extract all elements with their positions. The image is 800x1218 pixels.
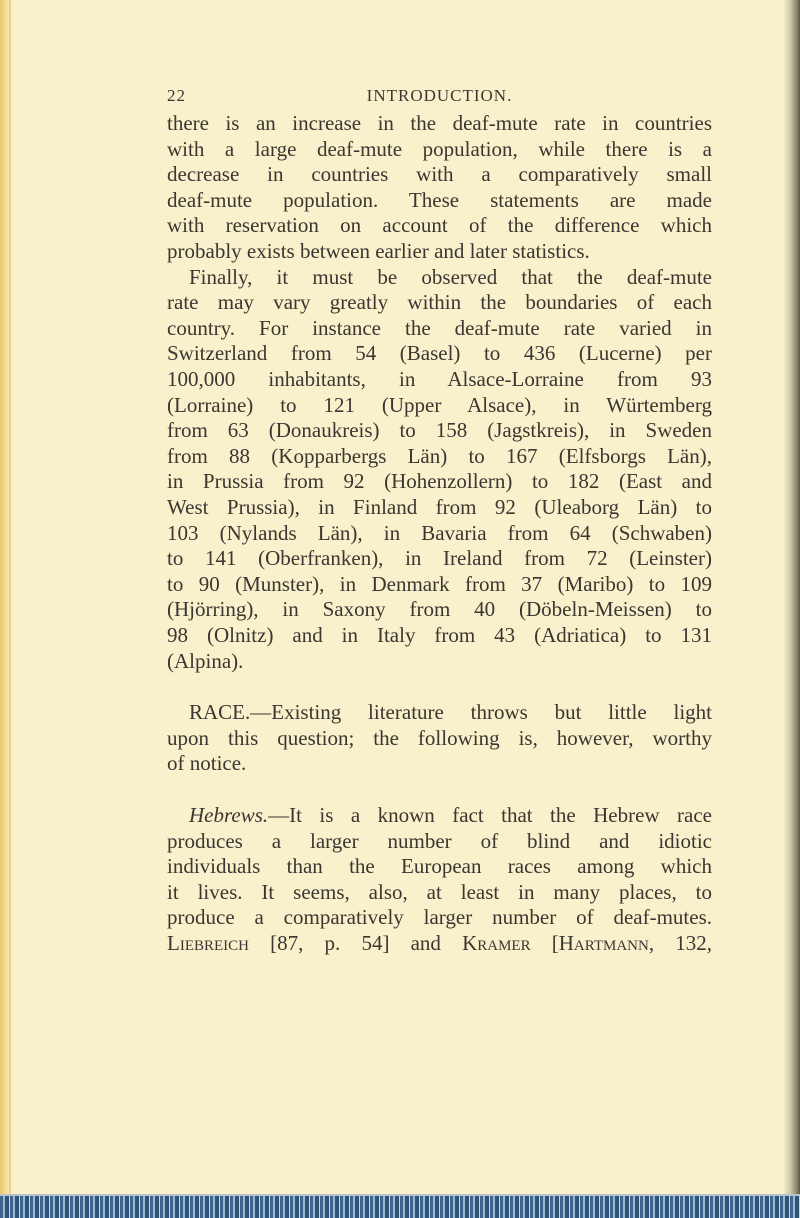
section-heading: Hebrews. xyxy=(189,803,269,827)
text-line: (Alpina). xyxy=(167,648,244,673)
text-segment: —It is a known fact that the Hebrew race xyxy=(268,803,712,827)
running-head: INTRODUCTION. xyxy=(366,86,513,105)
text-line xyxy=(189,803,712,827)
text-line: produce a comparatively larger number of deaf-mutes. xyxy=(167,905,712,930)
text-line: from 63 (Donaukreis) to 158 (Jagstkreis), in Sweden xyxy=(167,418,712,443)
page-right-edge xyxy=(784,0,800,1198)
text-line: produces a larger number of blind and idiotic xyxy=(167,828,712,853)
text-line: in Prussia from 92 (Hohenzollern) to 182 (East and xyxy=(167,469,712,494)
text-line: with reservation on account of the difference which xyxy=(167,213,712,238)
text-segment: , 132, xyxy=(648,931,713,955)
text-line: rate may vary greatly within the boundaries of each xyxy=(167,290,712,315)
text-line: West Prussia), in Finland from 92 (Uleaborg Län) to xyxy=(167,495,712,519)
text-line: there is an increase in the deaf-mute rate in countries xyxy=(167,111,712,135)
author-name: Kramer xyxy=(462,931,531,955)
text-line: (Hjörring), in Saxony from 40 (Döbeln-Meissen) to xyxy=(167,597,712,622)
author-name: Hartmann xyxy=(558,931,649,955)
text-line xyxy=(167,931,712,955)
text-line: (Lorraine) to 121 (Upper Alsace), in Würtemberg xyxy=(167,392,712,417)
text-line: RACE.—Existing literature throws but little light xyxy=(189,700,712,725)
text-line: Switzerland from 54 (Basel) to 436 (Lucerne) per xyxy=(167,341,712,366)
page-left-edge xyxy=(0,0,9,1198)
text-line: decrease in countries with a comparatively small xyxy=(167,162,712,187)
text-line: with a large deaf-mute population, while there is a xyxy=(167,136,712,161)
page-header xyxy=(167,86,712,110)
text-line: 98 (Olnitz) and in Italy from 43 (Adriatica) to 131 xyxy=(167,623,712,647)
text-line: to 90 (Munster), in Denmark from 37 (Maribo) to 109 xyxy=(167,571,712,596)
text-line: 103 (Nylands Län), in Bavaria from 64 (Schwaben) xyxy=(167,520,712,545)
text-line: probably exists between earlier and later statistics. xyxy=(167,239,590,263)
text-line: upon this question; the following is, however, worthy xyxy=(167,725,712,750)
text-line: deaf-mute population. These statements are made xyxy=(167,187,712,212)
text-segment: [ xyxy=(530,931,559,955)
text-line: country. For instance the deaf-mute rate varied in xyxy=(167,315,712,340)
text-line: 100,000 inhabitants, in Alsace-Lorraine from 93 xyxy=(167,367,712,391)
text-line: individuals than the European races among which xyxy=(167,854,712,879)
text-line: Finally, it must be observed that the deaf-mute xyxy=(189,264,712,289)
text-segment: [87, p. 54] and xyxy=(249,931,463,955)
author-name: Liebreich xyxy=(167,931,249,955)
page-number: 22 xyxy=(167,86,186,105)
page-left-edge-line xyxy=(9,0,11,1198)
text-line: it lives. It seems, also, at least in many places, to xyxy=(167,879,712,904)
text-line: from 88 (Kopparbergs Län) to 167 (Elfsborgs Län), xyxy=(167,443,712,468)
book-cloth-binding xyxy=(0,1194,800,1218)
text-line: to 141 (Oberfranken), in Ireland from 72 (Leinster) xyxy=(167,546,712,571)
text-line: of notice. xyxy=(167,751,247,776)
